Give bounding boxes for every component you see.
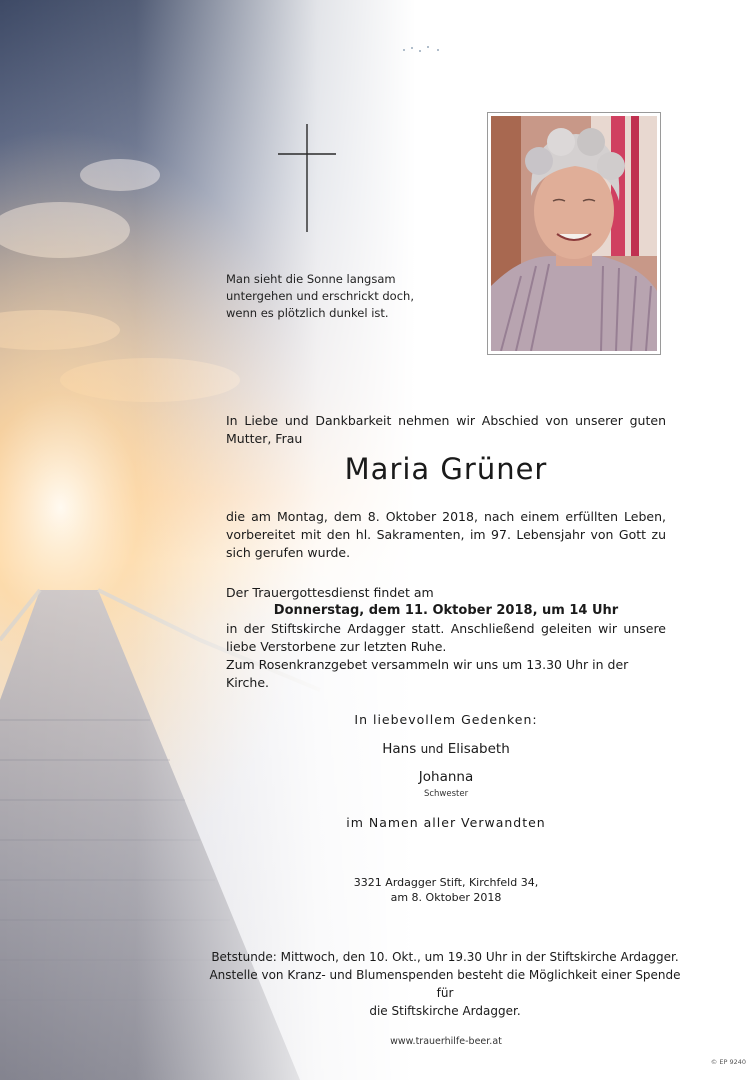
address-line: 3321 Ardagger Stift, Kirchfeld 34,	[353, 876, 539, 889]
donation-line: Anstelle von Kranz- und Blumenspenden besteht die Möglichkeit einer Spende für	[209, 968, 681, 1000]
motto-quote	[226, 271, 466, 322]
rosary-text: Zum Rosenkranzgebet versammeln wir uns um 13.30 Uhr in der Kirche.	[226, 657, 629, 690]
service-text: in der Stiftskirche Ardagger statt. Anschließend geleiten wir unsere liebe Verstorbene zur letzten Ruhe.	[226, 621, 666, 654]
portrait-image	[491, 116, 657, 351]
donation-line: die Stiftskirche Ardagger.	[369, 1004, 521, 1018]
motto-line: untergehen und erschrickt doch,	[226, 289, 414, 303]
website-link[interactable]: www.trauerhilfe-beer.at	[390, 1036, 502, 1047]
address-block	[226, 875, 666, 905]
service-intro: Der Trauergottesdienst findet am	[226, 585, 434, 600]
address-line: am 8. Oktober 2018	[390, 891, 502, 904]
mourner-relation: Schwester	[423, 789, 469, 799]
relatives-line: im Namen aller Verwandten	[346, 815, 546, 830]
funeral-service-block	[226, 584, 666, 692]
motto-line: Man sieht die Sonne langsam	[226, 272, 396, 286]
prayer-hour: Betstunde: Mittwoch, den 10. Okt., um 19.30 Uhr in der Stiftskirche Ardagger.	[211, 950, 679, 964]
motto-line: wenn es plötzlich dunkel ist.	[226, 306, 389, 320]
mourners-line-2: Johanna	[418, 769, 474, 785]
mourner-name: Hans	[382, 741, 417, 757]
death-paragraph: die am Montag, dem 8. Oktober 2018, nach einem erfüllten Leben, vorbereitet mit den hl. Sakramenten, im 97. Lebensjahr von Gott zu sich gerufen wurde.	[226, 509, 666, 560]
service-date: Donnerstag, dem 11. Oktober 2018, um 14 Uhr	[273, 603, 619, 618]
mourner-name: Elisabeth	[447, 741, 510, 757]
portrait-photo	[487, 112, 661, 355]
decorative-marks	[398, 42, 448, 56]
conjunction: und	[420, 742, 444, 756]
deceased-name: Maria Grüner	[344, 452, 548, 486]
mourning-heading: In liebevollem Gedenken:	[354, 712, 538, 727]
cross-icon	[278, 124, 336, 232]
intro-text: In Liebe und Dankbarkeit nehmen wir Abschied von unserer guten Mutter, Frau	[226, 413, 666, 446]
print-code: © EP 9240	[710, 1058, 746, 1066]
prayer-and-donation-block	[200, 948, 690, 1020]
mourners-line-1	[226, 741, 666, 757]
